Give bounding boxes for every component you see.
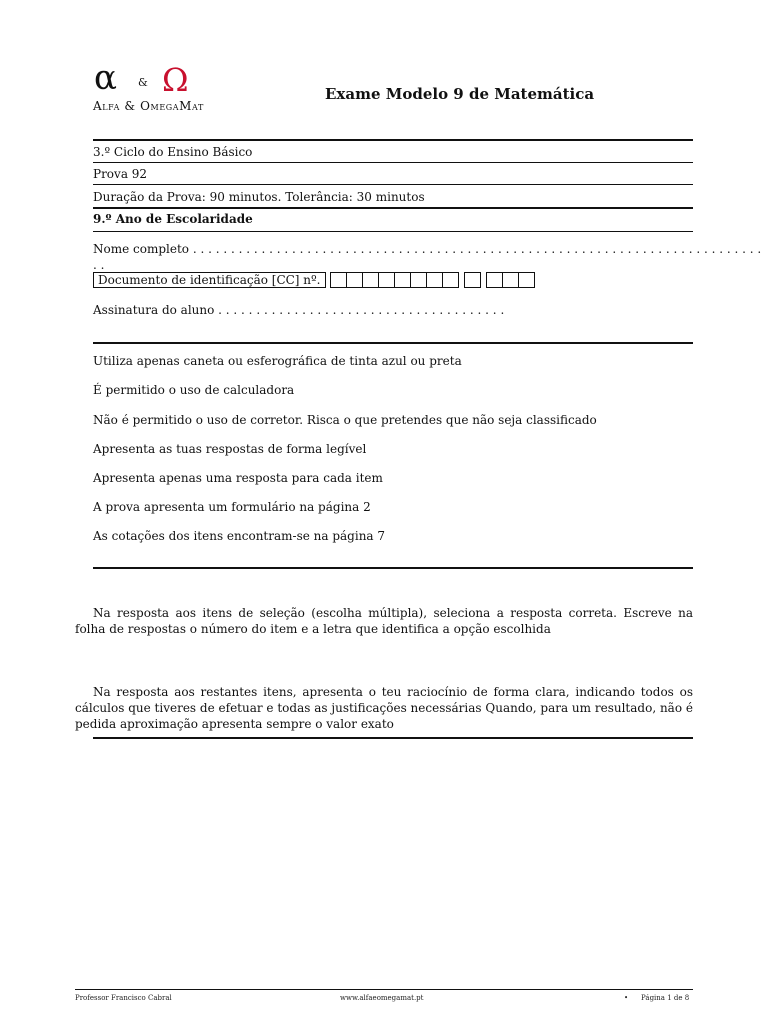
id-letter-box[interactable] xyxy=(519,272,535,288)
divider xyxy=(93,567,693,569)
id-digit-box[interactable] xyxy=(427,272,443,288)
assinatura-field[interactable]: Assinatura do aluno . . . . . . . . . . . . . . . . . . . . . . . . . . . . . . . . . . . . . . xyxy=(93,303,505,317)
id-digit-box[interactable] xyxy=(411,272,427,288)
id-digit-box[interactable] xyxy=(395,272,411,288)
omega-logo-icon: Ω xyxy=(162,61,189,99)
documento-identificacao-field[interactable] xyxy=(93,272,535,288)
prova-label: Prova 92 xyxy=(93,167,148,181)
id-digit-box[interactable] xyxy=(330,272,347,288)
ano-label: 9.º Ano de Escolaridade xyxy=(93,212,253,226)
logo-ampersand: & xyxy=(138,76,148,89)
divider xyxy=(93,162,693,163)
id-letter-box[interactable] xyxy=(503,272,519,288)
footer-page-number: Página 1 de 8 xyxy=(641,994,690,1002)
id-digit-box[interactable] xyxy=(347,272,363,288)
duracao-label: Duração da Prova: 90 minutos. Tolerância: 30 minutos xyxy=(93,190,425,204)
id-check-box[interactable] xyxy=(464,272,481,288)
divider xyxy=(93,342,693,344)
divider xyxy=(93,207,693,209)
divider xyxy=(93,737,693,739)
alpha-logo-icon: α xyxy=(94,58,117,98)
divider xyxy=(93,139,693,141)
footer-website: www.alfaeomegamat.pt xyxy=(340,994,424,1002)
footer-divider xyxy=(75,989,693,990)
rule-item: Apresenta as tuas respostas de forma legível xyxy=(93,442,367,456)
footer-author: Professor Francisco Cabral xyxy=(75,994,172,1002)
id-digit-box[interactable] xyxy=(363,272,379,288)
documento-label: Documento de identificação [CC] nº. xyxy=(93,272,326,288)
rule-item: É permitido o uso de calculadora xyxy=(93,383,295,397)
ciclo-label: 3.º Ciclo do Ensino Básico xyxy=(93,145,253,159)
rule-item: Apresenta apenas uma resposta para cada item xyxy=(93,471,383,485)
id-letter-box[interactable] xyxy=(486,272,503,288)
rule-item: Não é permitido o uso de corretor. Risca o que pretendes que não seja classificado xyxy=(93,413,597,427)
rule-item: Utiliza apenas caneta ou esferográfica de tinta azul ou preta xyxy=(93,354,462,368)
instruction-paragraph: Na resposta aos itens de seleção (escolha múltipla), seleciona a resposta correta. Escreve na folha de respostas o número do item e a letra que identifica a opção escolhida xyxy=(75,606,693,636)
nome-completo-field[interactable]: Nome completo . . . . . . . . . . . . . . . . . . . . . . . . . . . . . . . . . . . . . . . . . . . . . . . . . . . . . . . . . . . . . . . . . . . . . . . . . . . . . xyxy=(93,242,762,272)
divider xyxy=(93,231,693,232)
brand-name: Alfa & OmegaMat xyxy=(93,99,204,113)
divider xyxy=(93,184,693,185)
page-title: Exame Modelo 9 de Matemática xyxy=(325,85,595,103)
instruction-paragraph: Na resposta aos restantes itens, apresenta o teu raciocínio de forma clara, indicando todos os cálculos que tiveres de efetuar e todas as justificações necessárias Quando, para um resultado, não é pedida aproximação apresenta sempre o valor exato xyxy=(75,685,693,731)
footer-bullet-icon: • xyxy=(624,994,629,1002)
id-digit-box[interactable] xyxy=(379,272,395,288)
id-digit-box[interactable] xyxy=(443,272,459,288)
rule-item: A prova apresenta um formulário na página 2 xyxy=(93,500,371,514)
rule-item: As cotações dos itens encontram-se na página 7 xyxy=(93,529,386,543)
